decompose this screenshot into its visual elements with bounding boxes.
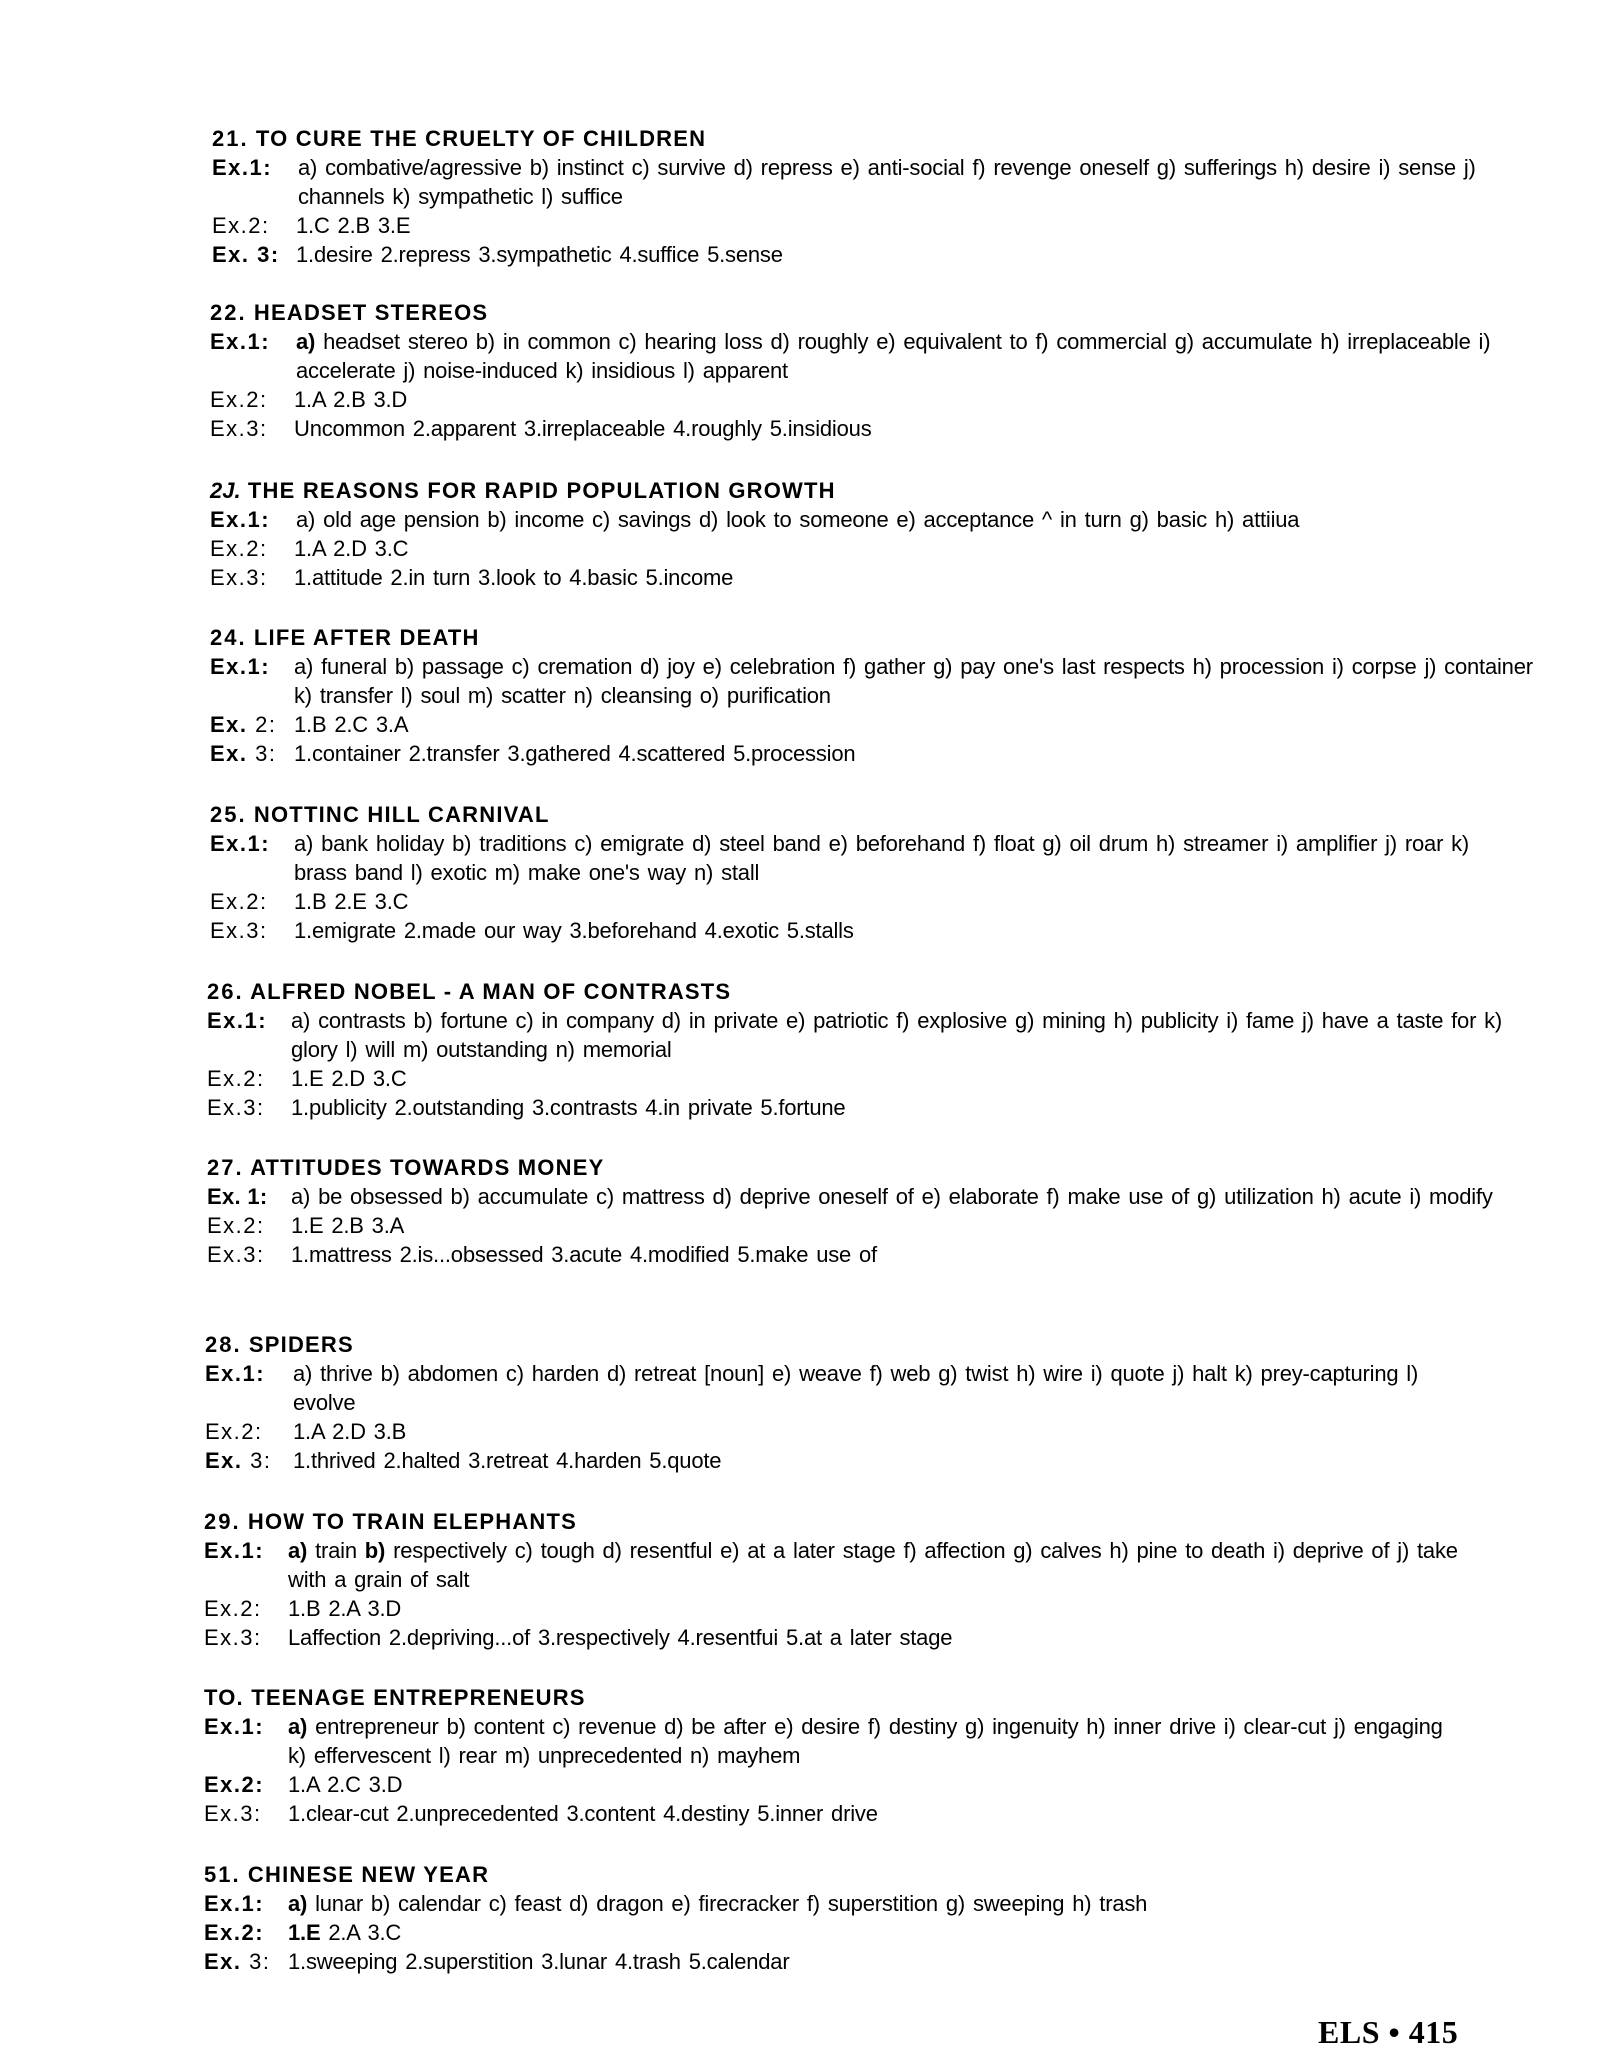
exercise-answers: 1.sweeping 2.superstition 3.lunar 4.trash 5.calendar <box>288 1949 790 1974</box>
exercise-answers: 1.E 2.D 3.C <box>291 1066 407 1091</box>
exercise-answers: Laffection 2.depriving...of 3.respectively 4.resentfui 5.at a later stage <box>288 1625 953 1650</box>
exercise-1 <box>204 1889 1504 1918</box>
exercise-answers: 1.clear-cut 2.unprecedented 3.content 4.destiny 5.inner drive <box>288 1801 878 1826</box>
exercise-label: Ex.1: <box>204 1714 265 1739</box>
exercise-1 <box>210 505 1510 534</box>
exercise-label: Ex.1: <box>210 507 271 532</box>
exercise-3 <box>204 1623 1504 1652</box>
exercise-label: Ex. 2: <box>210 712 277 737</box>
unit-number: 26. <box>207 979 244 1004</box>
unit-27 <box>207 1153 1507 1269</box>
unit-24 <box>210 623 1533 768</box>
exercise-label: Ex.1: <box>205 1361 266 1386</box>
exercise-label: Ex.1: <box>212 155 273 180</box>
unit-title <box>205 1330 1505 1359</box>
exercise-1 <box>210 327 1510 385</box>
answers-text: lunar b) calendar c) feast d) dragon e) firecracker f) superstition g) sweeping h) trash <box>307 1891 1148 1916</box>
exercise-answers: Uncommon 2.apparent 3.irreplaceable 4.roughly 5.insidious <box>294 416 872 441</box>
unit-number: 51. <box>204 1862 241 1887</box>
unit-heading: LIFE AFTER DEATH <box>253 625 480 650</box>
exercise-label: Ex.2: <box>204 1772 265 1797</box>
exercise-answers: 1.C 2.B 3.E <box>296 213 411 238</box>
exercise-answers: a) contrasts b) fortune c) in company d) in private e) patriotic f) explosive g) mining h) publicity i) fame j) have a taste for k) glory l) will m) outstanding n) memorial <box>291 1008 1503 1062</box>
exercise-answers: 1.A 2.B 3.D <box>294 387 408 412</box>
unit-number: 24. <box>210 625 247 650</box>
exercise-answers: 1.B 2.C 3.A <box>294 712 409 737</box>
unit-number: 29. <box>204 1509 241 1534</box>
unit-30 <box>204 1683 1504 1828</box>
exercise-3 <box>205 1446 1505 1475</box>
exercise-2 <box>210 710 1510 739</box>
bold-marker: 1.E <box>288 1920 321 1945</box>
exercise-label: Ex.2: <box>207 1066 265 1091</box>
answers-text: headset stereo b) in common c) hearing loss d) roughly e) equivalent to f) commercial g) accumulate h) irreplaceable i) accelerate j) noise-induced k) insidious l) apparent <box>296 329 1491 383</box>
exercise-2 <box>205 1417 1505 1446</box>
exercise-label: Ex.2: <box>210 536 268 561</box>
unit-29 <box>204 1507 1504 1652</box>
exercise-answers: 1.B 2.A 3.D <box>288 1596 402 1621</box>
exercise-answers: 1.mattress 2.is...obsessed 3.acute 4.modified 5.make use of <box>291 1242 877 1267</box>
bold-marker: a) <box>296 329 316 354</box>
exercise-answers: a) bank holiday b) traditions c) emigrate d) steel band e) beforehand f) float g) oil drum h) streamer i) amplifier j) roar k) brass band l) exotic m) make one's way n) stall <box>294 831 1470 885</box>
unit-heading: ALFRED NOBEL - A MAN OF CONTRASTS <box>250 979 732 1004</box>
exercise-1 <box>210 652 1533 710</box>
exercise-answers: 1.A 2.D 3.C <box>294 536 409 561</box>
exercise-label: Ex.1: <box>204 1891 265 1916</box>
bold-marker: a) <box>288 1538 308 1563</box>
exercise-answers <box>294 327 1521 385</box>
exercise-answers: 1.container 2.transfer 3.gathered 4.scattered 5.procession <box>294 741 856 766</box>
unit-title <box>210 298 1510 327</box>
exercise-3 <box>207 1240 1507 1269</box>
unit-heading: ATTITUDES TOWARDS MONEY <box>250 1155 605 1180</box>
unit-25 <box>210 800 1510 945</box>
exercise-label: Ex.3: <box>210 918 268 943</box>
unit-number: 28. <box>205 1332 242 1357</box>
exercise-label: Ex.3: <box>210 416 268 441</box>
answers-text: train <box>307 1538 365 1563</box>
exercise-label: Ex.3: <box>204 1801 262 1826</box>
exercise-label: Ex.2: <box>205 1419 263 1444</box>
exercise-2 <box>210 887 1510 916</box>
unit-title <box>210 623 1510 652</box>
unit-number: TO. <box>204 1685 244 1710</box>
unit-heading: THE REASONS FOR RAPID POPULATION GROWTH <box>247 478 836 503</box>
unit-heading: NOTTINC HILL CARNIVAL <box>253 802 550 827</box>
exercise-1 <box>207 1006 1507 1064</box>
exercise-label: Ex.2: <box>204 1596 262 1621</box>
unit-number: 27. <box>207 1155 244 1180</box>
exercise-answers <box>288 1712 1458 1770</box>
exercise-answers: 1.E 2.B 3.A <box>291 1213 405 1238</box>
exercise-label: Ex.1: <box>207 1008 268 1033</box>
exercise-2 <box>212 211 1512 240</box>
answers-text: entrepreneur b) content c) revenue d) be after e) desire f) destiny g) ingenuity h) inner drive i) clear-cut j) engaging k) effervescent l) rear m) unprecedented n) mayhem <box>288 1714 1443 1768</box>
unit-heading: HOW TO TRAIN ELEPHANTS <box>247 1509 578 1534</box>
unit-21 <box>212 124 1512 269</box>
exercise-label: Ex.3: <box>207 1242 265 1267</box>
exercise-answers: 1.B 2.E 3.C <box>294 889 409 914</box>
exercise-3 <box>204 1799 1504 1828</box>
exercise-answers: a) funeral b) passage c) cremation d) joy e) celebration f) gather g) pay one's last respects h) procession i) corpse j) container k) transfer l) soul m) scatter n) cleansing o) purification <box>294 654 1533 708</box>
unit-heading: CHINESE NEW YEAR <box>247 1862 490 1887</box>
exercise-3 <box>207 1093 1507 1122</box>
unit-22 <box>210 298 1510 443</box>
exercise-answers <box>288 1536 1488 1594</box>
answers-text: 2.A 3.C <box>320 1920 402 1945</box>
exercise-label: Ex.3: <box>210 565 268 590</box>
exercise-label: Ex.1: <box>210 329 271 354</box>
exercise-3 <box>212 240 1512 269</box>
exercise-label: Ex.3: <box>204 1625 262 1650</box>
unit-title <box>207 977 1507 1006</box>
exercise-answers <box>288 1889 1504 1918</box>
unit-title <box>207 1153 1507 1182</box>
exercise-answers <box>288 1918 1504 1947</box>
unit-title <box>204 1860 1504 1889</box>
bold-marker: a) <box>288 1714 308 1739</box>
exercise-label: Ex.2: <box>212 213 270 238</box>
exercise-3 <box>204 1947 1504 1976</box>
exercise-1 <box>210 829 1510 887</box>
exercise-answers: 1.desire 2.repress 3.sympathetic 4.suffice 5.sense <box>296 242 783 267</box>
exercise-1 <box>204 1536 1504 1594</box>
unit-number: 2J. <box>210 478 241 503</box>
exercise-answers: 1.publicity 2.outstanding 3.contrasts 4.in private 5.fortune <box>291 1095 846 1120</box>
exercise-3 <box>210 563 1510 592</box>
unit-heading: TO CURE THE CRUELTY OF CHILDREN <box>255 126 707 151</box>
exercise-2 <box>204 1918 1504 1947</box>
unit-31 <box>204 1860 1504 1976</box>
exercise-label: Ex. 3: <box>205 1448 272 1473</box>
exercise-2 <box>207 1211 1507 1240</box>
exercise-label: Ex.2: <box>204 1920 265 1945</box>
exercise-label: Ex.1: <box>210 831 271 856</box>
unit-28 <box>205 1330 1505 1475</box>
unit-title <box>210 476 1510 505</box>
page-footer: ELS • 415 <box>1318 2014 1459 2050</box>
answers-text: respectively c) tough d) resentful e) at a later stage f) affection g) calves h) pine to death i) deprive of j) take with a grain of salt <box>288 1538 1458 1592</box>
unit-heading: TEENAGE ENTREPRENEURS <box>251 1685 586 1710</box>
exercise-label: Ex.1: <box>210 654 271 679</box>
exercise-answers: 1.emigrate 2.made our way 3.beforehand 4.exotic 5.stalls <box>294 918 854 943</box>
unit-number: 22. <box>210 300 247 325</box>
unit-23 <box>210 476 1510 592</box>
unit-heading: HEADSET STEREOS <box>253 300 489 325</box>
bold-marker: b) <box>364 1538 386 1563</box>
exercise-1 <box>212 153 1512 211</box>
unit-title <box>204 1683 1504 1712</box>
exercise-2 <box>204 1770 1504 1799</box>
exercise-2 <box>207 1064 1507 1093</box>
exercise-answers: 1.thrived 2.halted 3.retreat 4.harden 5.quote <box>293 1448 722 1473</box>
exercise-label: Ex.2: <box>210 889 268 914</box>
exercise-1 <box>205 1359 1505 1417</box>
exercise-answers: a) old age pension b) income c) savings d) look to someone e) acceptance ^ in turn g) basic h) attiiua <box>296 507 1300 532</box>
unit-title <box>212 124 1512 153</box>
exercise-label: Ex.3: <box>207 1095 265 1120</box>
exercise-answers: a) be obsessed b) accumulate c) mattress d) deprive oneself of e) elaborate f) make use of g) utilization h) acute i) modify <box>291 1184 1493 1209</box>
exercise-label: Ex. 1: <box>207 1184 268 1209</box>
exercise-1 <box>207 1182 1507 1211</box>
unit-heading: SPIDERS <box>248 1332 354 1357</box>
exercise-label: Ex. 3: <box>204 1949 271 1974</box>
unit-number: 25. <box>210 802 247 827</box>
exercise-2 <box>210 385 1510 414</box>
bold-marker: a) <box>288 1891 308 1916</box>
exercise-answers: a) combative/agressive b) instinct c) survive d) repress e) anti-social f) revenge oneself g) sufferings h) desire i) sense j) channels k) sympathetic l) suffice <box>298 155 1476 209</box>
exercise-2 <box>204 1594 1504 1623</box>
unit-title <box>210 800 1510 829</box>
exercise-3 <box>210 916 1510 945</box>
exercise-label: Ex.1: <box>204 1538 265 1563</box>
exercise-answers: 1.A 2.D 3.B <box>293 1419 407 1444</box>
exercise-3 <box>210 414 1510 443</box>
unit-26 <box>207 977 1507 1122</box>
unit-title <box>204 1507 1504 1536</box>
exercise-1 <box>204 1712 1504 1770</box>
exercise-2 <box>210 534 1510 563</box>
unit-number: 21. <box>212 126 249 151</box>
exercise-answers: 1.attitude 2.in turn 3.look to 4.basic 5.income <box>294 565 734 590</box>
exercise-3 <box>210 739 1510 768</box>
exercise-label: Ex.2: <box>207 1213 265 1238</box>
exercise-label: Ex.2: <box>210 387 268 412</box>
exercise-label: Ex. 3: <box>210 741 277 766</box>
exercise-answers: 1.A 2.C 3.D <box>288 1772 403 1797</box>
exercise-label: Ex. 3: <box>212 242 280 267</box>
exercise-answers: a) thrive b) abdomen c) harden d) retreat [noun] e) weave f) web g) twist h) wire i) quote j) halt k) prey-capturing l) evolve <box>293 1361 1419 1415</box>
